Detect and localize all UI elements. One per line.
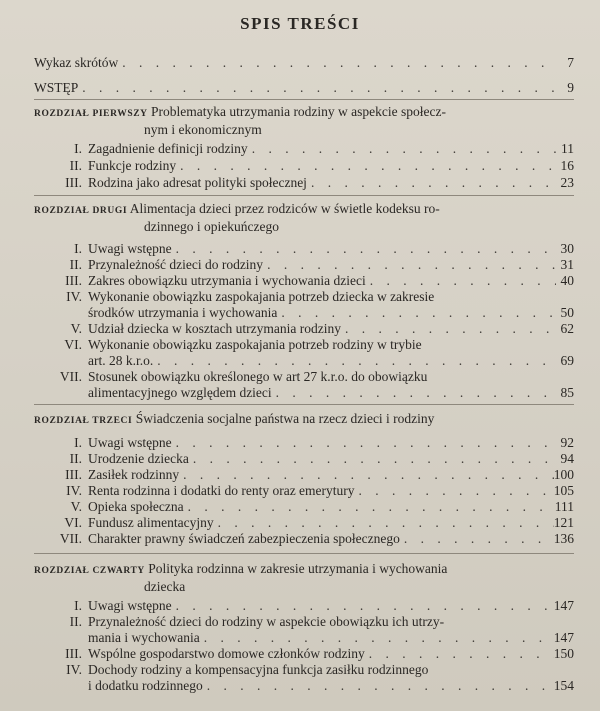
leader-dots <box>355 483 554 499</box>
leader-dots <box>172 598 554 614</box>
leader-dots <box>172 435 556 451</box>
toc-entry[interactable] <box>58 598 574 614</box>
entry-numeral: IV. <box>66 483 82 498</box>
entry-label: Uwagi wstępne <box>88 241 172 256</box>
chapter-label: ROZDZIAŁ CZWARTY <box>34 566 145 576</box>
entry-label-cont: art. 28 k.r.o. <box>88 353 154 368</box>
chapter-title-line2: dziecka <box>144 579 186 594</box>
entry-label: Uwagi wstępne <box>88 435 172 450</box>
entry-numeral: VI. <box>64 337 82 352</box>
toc-entry[interactable] <box>58 257 574 273</box>
entry-page: 121 <box>553 515 574 530</box>
toc-entry-abbreviations[interactable] <box>34 55 574 71</box>
entry-label: Przynależność dzieci do rodziny <box>88 257 264 272</box>
entry-numeral: I. <box>74 435 82 450</box>
toc-entry-line[interactable] <box>58 337 422 353</box>
entry-label: Wykonanie obowiązku zaspokajania potrzeb rodziny w trybie <box>88 337 422 352</box>
entry-label: Wspólne gospodarstwo domowe członków rodziny <box>88 646 365 661</box>
chapter-title-line1: Problematyka utrzymania rodziny w aspekcie społecz- <box>150 104 447 119</box>
entry-page: 23 <box>560 175 574 190</box>
chapter-title-line1: Świadczenia socjalne państwa na rzecz dzieci i rodziny <box>135 411 435 426</box>
leader-dots <box>176 158 556 174</box>
entry-label: Rodzina jako adresat polityki społecznej <box>88 175 307 190</box>
entry-numeral: I. <box>74 598 82 613</box>
divider <box>34 99 574 100</box>
entry-label: Zasiłek rodzinny <box>88 467 180 482</box>
entry-label: Wykaz skrótów <box>34 55 119 70</box>
leader-dots <box>277 305 556 321</box>
leader-dots <box>214 515 554 531</box>
entry-label: Opieka społeczna <box>88 499 184 514</box>
entry-page: 30 <box>560 241 574 256</box>
leader-dots <box>263 257 556 273</box>
entry-numeral: IV. <box>66 289 82 304</box>
entry-numeral: V. <box>70 499 82 514</box>
chapter-title-line2: dzinnego i opiekuńczego <box>144 219 279 234</box>
leader-dots <box>189 451 556 467</box>
entry-page: 105 <box>553 483 574 498</box>
chapter-label: ROZDZIAŁ TRZECI <box>34 416 133 426</box>
leader-dots <box>153 353 556 369</box>
entry-page: 62 <box>560 321 574 336</box>
entry-numeral: III. <box>65 467 82 482</box>
divider <box>34 553 574 554</box>
toc-entry-continuation[interactable] <box>88 630 574 646</box>
toc-entry-line[interactable] <box>58 662 428 678</box>
leader-dots <box>200 630 554 646</box>
entry-label: Zakres obowiązku utrzymania i wychowania dzieci <box>88 273 366 288</box>
entry-label: Udział dziecka w kosztach utrzymania rodziny <box>88 321 342 336</box>
toc-entry[interactable] <box>58 515 574 531</box>
leader-dots <box>179 467 554 483</box>
entry-label: WSTĘP <box>34 80 79 95</box>
entry-numeral: VII. <box>59 369 82 384</box>
entry-page: 85 <box>560 385 574 400</box>
toc-entry[interactable] <box>58 141 574 157</box>
entry-numeral: II. <box>69 257 82 272</box>
chapter-title-line1: Polityka rodzinna w zakresie utrzymania i wychowania <box>148 561 448 576</box>
toc-entry[interactable] <box>58 531 574 547</box>
entry-numeral: II. <box>69 614 82 629</box>
toc-entry[interactable] <box>58 175 574 191</box>
chapter-title-line1: Alimentacja dzieci przez rodziców w świetle kodeksu ro- <box>129 201 440 216</box>
entry-label: Dochody rodziny a kompensacyjna funkcja zasiłku rodzinnego <box>88 662 429 677</box>
entry-numeral: I. <box>74 141 82 156</box>
toc-entry-continuation[interactable] <box>88 385 574 401</box>
leader-dots <box>400 531 554 547</box>
toc-entry[interactable] <box>58 646 574 662</box>
chapter-3-heading <box>34 411 574 429</box>
entry-label: Charakter prawny świadczeń zabezpieczenia społecznego <box>88 531 400 546</box>
entry-numeral: III. <box>65 273 82 288</box>
toc-entry-continuation[interactable] <box>88 305 574 321</box>
entry-page: 147 <box>553 598 574 613</box>
leader-dots <box>118 55 556 71</box>
toc-entry-introduction[interactable] <box>34 80 574 96</box>
entry-page: 136 <box>553 531 574 546</box>
toc-entry-continuation[interactable] <box>88 678 574 694</box>
page-title: SPIS TREŚCI <box>240 14 360 33</box>
entry-numeral: III. <box>65 646 82 661</box>
entry-label: Fundusz alimentacyjny <box>88 515 214 530</box>
entry-label: Zagadnienie definicji rodziny <box>88 141 248 156</box>
entry-page: 7 <box>567 55 574 70</box>
toc-entry[interactable] <box>58 451 574 467</box>
toc-entry-line[interactable] <box>58 369 427 385</box>
toc-entry[interactable] <box>58 483 574 499</box>
entry-page: 147 <box>553 630 574 645</box>
leader-dots <box>203 678 554 694</box>
entry-label: Uwagi wstępne <box>88 598 172 613</box>
entry-numeral: V. <box>70 321 82 336</box>
entry-page: 31 <box>560 257 574 272</box>
entry-numeral: IV. <box>66 662 82 677</box>
leader-dots <box>307 175 556 191</box>
chapter-label: ROZDZIAŁ DRUGI <box>34 206 128 216</box>
entry-page: 111 <box>554 499 574 514</box>
entry-label: Stosunek obowiązku określonego w art 27 k.r.o. do obowiązku <box>88 369 428 384</box>
entry-label: Renta rodzinna i dodatki do renty oraz emerytury <box>88 483 355 498</box>
entry-page: 40 <box>560 273 574 288</box>
leader-dots <box>248 141 556 157</box>
toc-entry-line[interactable] <box>58 289 434 305</box>
entry-label-cont: i dodatku rodzinnego <box>88 678 203 693</box>
divider <box>34 195 574 196</box>
entry-page: 100 <box>553 467 574 482</box>
entry-numeral: III. <box>65 175 82 190</box>
toc-entry[interactable] <box>58 499 574 515</box>
entry-page: 94 <box>560 451 574 466</box>
entry-page: 16 <box>560 158 574 173</box>
entry-numeral: VI. <box>64 515 82 530</box>
entry-label-cont: środków utrzymania i wychowania <box>88 305 278 320</box>
entry-label: Wykonanie obowiązku zaspokajania potrzeb dziecka w zakresie <box>88 289 435 304</box>
chapter-2-heading <box>34 201 574 235</box>
entry-page: 92 <box>560 435 574 450</box>
divider <box>34 404 574 405</box>
toc-entry[interactable] <box>58 435 574 451</box>
leader-dots <box>366 273 556 289</box>
leader-dots <box>184 499 555 515</box>
toc-entry[interactable] <box>58 273 574 289</box>
leader-dots <box>172 241 556 257</box>
chapter-label: ROZDZIAŁ PIERWSZY <box>34 109 148 119</box>
toc-entry-continuation[interactable] <box>88 353 574 369</box>
leader-dots <box>365 646 554 662</box>
leader-dots <box>341 321 556 337</box>
toc-entry-line[interactable] <box>58 614 444 630</box>
entry-numeral: II. <box>69 158 82 173</box>
toc-entry[interactable] <box>58 321 574 337</box>
entry-numeral: II. <box>69 451 82 466</box>
entry-page: 150 <box>553 646 574 661</box>
leader-dots <box>78 80 556 96</box>
entry-page: 69 <box>560 353 574 368</box>
entry-label: Funkcje rodziny <box>88 158 177 173</box>
entry-label: Przynależność dzieci do rodziny w aspekcie obowiązku ich utrzy- <box>88 614 445 629</box>
chapter-4-heading <box>34 561 574 595</box>
leader-dots <box>272 385 556 401</box>
entry-page: 9 <box>567 80 574 95</box>
toc-entry[interactable] <box>58 241 574 257</box>
entry-label-cont: alimentacyjnego względem dzieci <box>88 385 272 400</box>
entry-label: Urodzenie dziecka <box>88 451 189 466</box>
toc-entry[interactable] <box>58 467 574 483</box>
entry-numeral: I. <box>74 241 82 256</box>
entry-numeral: VII. <box>59 531 82 546</box>
entry-page: 11 <box>561 141 574 156</box>
entry-label-cont: mania i wychowania <box>88 630 200 645</box>
chapter-title-line2: nym i ekonomicznym <box>144 122 262 137</box>
entry-page: 154 <box>553 678 574 693</box>
entry-page: 50 <box>560 305 574 320</box>
toc-entry[interactable] <box>58 158 574 174</box>
chapter-1-heading <box>34 104 574 138</box>
